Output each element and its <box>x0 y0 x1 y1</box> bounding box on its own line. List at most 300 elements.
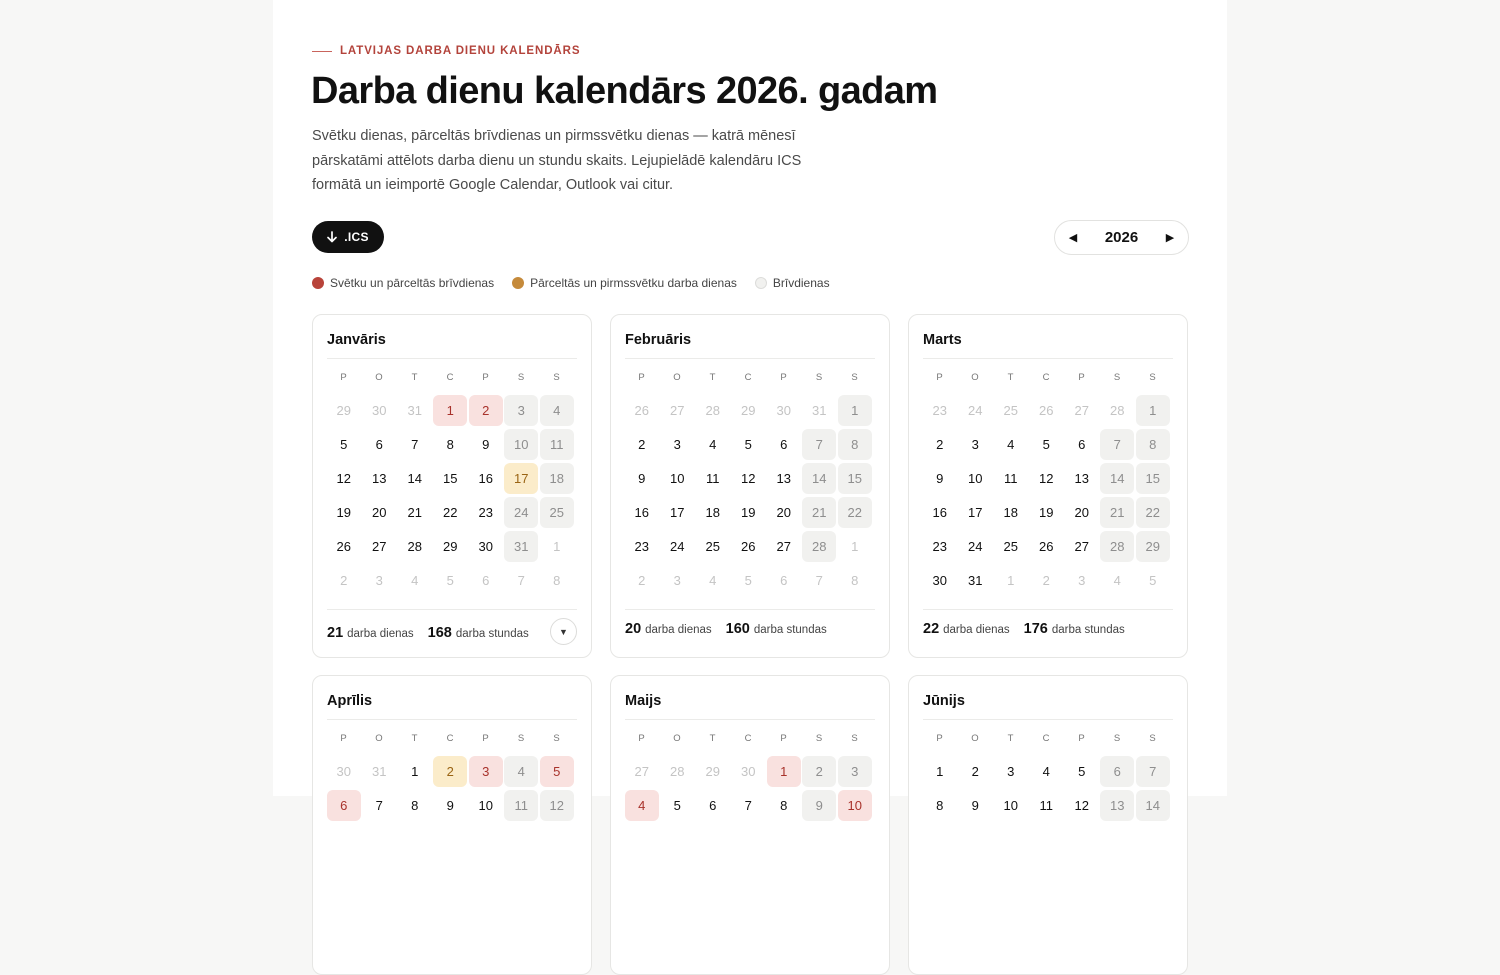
day-number: 19 <box>741 504 756 520</box>
day-cell <box>1100 529 1136 563</box>
day-number: 4 <box>1042 763 1050 779</box>
day-number: 2 <box>433 756 467 787</box>
day-number: 7 <box>815 572 823 588</box>
day-cell <box>1135 788 1171 822</box>
day-number: 15 <box>443 470 458 486</box>
day-cell <box>731 788 767 822</box>
holiday-dot-icon <box>312 277 324 289</box>
day-cell <box>958 563 994 597</box>
month-title: Janvāris <box>327 332 386 348</box>
weekday-label: O <box>971 372 980 383</box>
day-cell <box>958 427 994 461</box>
day-cell <box>1029 393 1065 427</box>
weekday-label: O <box>971 733 980 744</box>
day-number: 26 <box>1039 538 1054 554</box>
day-cell <box>1100 461 1136 495</box>
day-number: 5 <box>744 436 752 452</box>
day-number: 15 <box>1136 463 1170 494</box>
day-cell <box>660 427 696 461</box>
day-cell <box>468 393 504 427</box>
day-cell <box>1029 461 1065 495</box>
day-number: 13 <box>1074 470 1089 486</box>
day-cell <box>504 427 540 461</box>
day-number: 27 <box>670 402 685 418</box>
day-number: 5 <box>1042 436 1050 452</box>
day-number: 8 <box>1136 429 1170 460</box>
day-cell <box>922 788 958 822</box>
work-hours-count: 168 <box>427 625 452 641</box>
weekday-label: P <box>936 372 944 383</box>
day-number: 13 <box>372 470 387 486</box>
weekday-label: S <box>1113 372 1121 383</box>
weekday-header <box>922 372 1171 383</box>
work-hours-count: 160 <box>725 621 750 637</box>
day-number: 30 <box>372 402 387 418</box>
day-number: 20 <box>372 504 387 520</box>
day-number: 13 <box>1100 790 1134 821</box>
day-number: 4 <box>709 572 717 588</box>
day-number: 4 <box>625 790 659 821</box>
day-cell <box>922 393 958 427</box>
weekday-label: P <box>780 733 788 744</box>
work-days-label: darba dienas <box>645 624 712 636</box>
day-cell <box>326 461 362 495</box>
month-divider <box>327 358 577 359</box>
day-cell <box>397 393 433 427</box>
day-cell <box>837 393 873 427</box>
legend-label: Pārceltās un pirmssvētku darba dienas <box>530 276 737 290</box>
day-cell <box>660 754 696 788</box>
day-cell <box>504 563 540 597</box>
day-grid <box>624 393 873 597</box>
day-cell <box>993 495 1029 529</box>
weekday-label: S <box>851 372 859 383</box>
day-cell <box>504 529 540 563</box>
month-title: Jūnijs <box>923 693 965 709</box>
day-number: 8 <box>780 797 788 813</box>
day-number: 18 <box>540 463 574 494</box>
month-divider <box>327 719 577 720</box>
day-cell <box>468 461 504 495</box>
day-number: 26 <box>336 538 351 554</box>
day-cell <box>1100 495 1136 529</box>
day-number: 30 <box>478 538 493 554</box>
day-cell <box>1029 529 1065 563</box>
day-cell <box>504 461 540 495</box>
day-cell <box>624 461 660 495</box>
weekday-label: C <box>1042 372 1050 383</box>
day-cell <box>837 427 873 461</box>
day-cell <box>1029 754 1065 788</box>
legend-item-shortened <box>512 276 737 290</box>
day-number: 12 <box>741 470 756 486</box>
day-cell <box>397 754 433 788</box>
day-cell <box>695 495 731 529</box>
day-cell <box>468 529 504 563</box>
day-cell <box>958 754 994 788</box>
day-number: 23 <box>932 402 947 418</box>
day-number: 29 <box>336 402 351 418</box>
day-cell <box>433 788 469 822</box>
day-number: 16 <box>932 504 947 520</box>
day-cell <box>1029 563 1065 597</box>
day-cell <box>802 495 838 529</box>
day-cell <box>766 427 802 461</box>
day-number: 5 <box>1149 572 1157 588</box>
day-number: 26 <box>1039 402 1054 418</box>
work-days-label: darba dienas <box>943 624 1010 636</box>
day-number: 12 <box>336 470 351 486</box>
day-number: 1 <box>411 763 419 779</box>
day-grid <box>624 754 873 822</box>
day-cell <box>362 754 398 788</box>
day-cell <box>731 754 767 788</box>
day-number: 10 <box>670 470 685 486</box>
day-cell <box>539 788 575 822</box>
day-cell <box>802 393 838 427</box>
day-cell <box>695 393 731 427</box>
day-number: 7 <box>411 436 419 452</box>
day-number: 1 <box>433 395 467 426</box>
day-cell <box>958 393 994 427</box>
day-number: 24 <box>504 497 538 528</box>
day-cell <box>504 393 540 427</box>
day-number: 2 <box>1042 572 1050 588</box>
day-number: 30 <box>776 402 791 418</box>
month-card <box>908 675 1188 975</box>
day-cell <box>695 529 731 563</box>
day-number: 24 <box>670 538 685 554</box>
day-number: 26 <box>741 538 756 554</box>
day-cell <box>766 754 802 788</box>
chevron-down-icon[interactable]: ▼ <box>550 618 577 645</box>
day-cell <box>958 495 994 529</box>
day-grid <box>326 754 575 822</box>
day-cell <box>1064 563 1100 597</box>
day-cell <box>397 461 433 495</box>
day-cell <box>993 563 1029 597</box>
day-cell <box>1135 393 1171 427</box>
day-number: 11 <box>504 790 538 821</box>
day-number: 27 <box>634 763 649 779</box>
day-cell <box>433 461 469 495</box>
day-number: 27 <box>372 538 387 554</box>
day-cell <box>1064 427 1100 461</box>
day-cell <box>731 393 767 427</box>
day-cell <box>766 788 802 822</box>
day-number: 3 <box>1007 763 1015 779</box>
day-cell <box>397 563 433 597</box>
legend <box>312 276 848 290</box>
day-cell <box>695 461 731 495</box>
day-cell <box>326 495 362 529</box>
day-number: 10 <box>504 429 538 460</box>
day-number: 8 <box>838 429 872 460</box>
day-number: 7 <box>1100 429 1134 460</box>
day-cell <box>624 529 660 563</box>
day-cell <box>766 529 802 563</box>
day-cell <box>397 495 433 529</box>
day-cell <box>958 461 994 495</box>
day-number: 15 <box>838 463 872 494</box>
day-number: 2 <box>340 572 348 588</box>
day-number: 10 <box>838 790 872 821</box>
day-number: 17 <box>968 504 983 520</box>
day-number: 22 <box>443 504 458 520</box>
weekday-label: P <box>638 733 646 744</box>
day-cell <box>837 529 873 563</box>
day-number: 17 <box>670 504 685 520</box>
day-cell <box>504 788 540 822</box>
day-cell <box>1100 393 1136 427</box>
day-cell <box>802 563 838 597</box>
day-number: 25 <box>705 538 720 554</box>
day-number: 9 <box>482 436 490 452</box>
day-cell <box>397 788 433 822</box>
day-number: 5 <box>673 797 681 813</box>
day-number: 21 <box>407 504 422 520</box>
month-card <box>610 675 890 975</box>
day-grid <box>922 754 1171 822</box>
download-ics-button[interactable] <box>312 221 384 253</box>
day-number: 9 <box>638 470 646 486</box>
day-cell <box>1135 461 1171 495</box>
month-divider <box>923 358 1173 359</box>
day-number: 21 <box>802 497 836 528</box>
day-number: 12 <box>540 790 574 821</box>
day-cell <box>1064 461 1100 495</box>
day-number: 8 <box>553 572 561 588</box>
weekday-header <box>624 372 873 383</box>
day-number: 28 <box>705 402 720 418</box>
day-cell <box>362 393 398 427</box>
weekday-label: P <box>638 372 646 383</box>
day-number: 21 <box>1100 497 1134 528</box>
day-number: 8 <box>446 436 454 452</box>
day-cell <box>660 495 696 529</box>
day-number: 24 <box>968 402 983 418</box>
day-number: 1 <box>936 763 944 779</box>
day-number: 4 <box>1007 436 1015 452</box>
day-cell <box>1029 495 1065 529</box>
weekday-label: P <box>1078 372 1086 383</box>
day-cell <box>1064 529 1100 563</box>
day-number: 6 <box>1100 756 1134 787</box>
day-number: 28 <box>1110 402 1125 418</box>
weekday-label: S <box>1113 733 1121 744</box>
day-number: 11 <box>706 470 720 486</box>
month-divider <box>923 719 1173 720</box>
day-number: 7 <box>1136 756 1170 787</box>
intro-text: Svētku dienas, pārceltās brīvdienas un pirmssvētku dienas — katrā mēnesī pārskatāmi attēlots darba dienu un stundu skaits. Lejupielādē kalendāru ICS formātā un ieimportē Google Calendar, Outlook vai citur. <box>312 128 802 193</box>
day-cell <box>539 461 575 495</box>
day-number: 10 <box>968 470 983 486</box>
day-cell <box>468 495 504 529</box>
day-number: 19 <box>1039 504 1054 520</box>
day-cell <box>695 563 731 597</box>
weekday-label: T <box>411 733 418 744</box>
day-number: 5 <box>446 572 454 588</box>
day-number: 26 <box>634 402 649 418</box>
weekday-header <box>922 733 1171 744</box>
day-number: 3 <box>673 572 681 588</box>
day-cell <box>993 393 1029 427</box>
day-number: 5 <box>744 572 752 588</box>
page-title: Darba dienu kalendārs 2026. gadam <box>311 70 938 112</box>
day-number: 3 <box>504 395 538 426</box>
day-cell <box>504 495 540 529</box>
day-number: 27 <box>1074 402 1089 418</box>
day-cell <box>1135 563 1171 597</box>
day-cell <box>766 563 802 597</box>
footer-divider <box>923 609 1173 610</box>
day-number: 28 <box>670 763 685 779</box>
day-number: 4 <box>504 756 538 787</box>
day-cell <box>504 754 540 788</box>
weekday-label: C <box>744 733 752 744</box>
day-cell <box>326 563 362 597</box>
day-cell <box>731 563 767 597</box>
day-cell <box>837 461 873 495</box>
day-number: 8 <box>411 797 419 813</box>
day-cell <box>922 461 958 495</box>
day-cell <box>624 563 660 597</box>
day-cell <box>802 788 838 822</box>
month-stats <box>923 621 1125 637</box>
day-cell <box>539 393 575 427</box>
day-cell <box>993 529 1029 563</box>
work-days-count: 22 <box>923 621 940 637</box>
day-cell <box>624 754 660 788</box>
day-number: 6 <box>1078 436 1086 452</box>
day-number: 20 <box>1074 504 1089 520</box>
day-number: 20 <box>776 504 791 520</box>
day-number: 14 <box>802 463 836 494</box>
weekday-header <box>326 733 575 744</box>
year-switcher <box>1054 220 1189 255</box>
day-cell <box>624 393 660 427</box>
day-cell <box>993 754 1029 788</box>
day-number: 28 <box>1100 531 1134 562</box>
day-cell <box>1029 788 1065 822</box>
day-number: 11 <box>1039 797 1053 813</box>
day-cell <box>922 529 958 563</box>
day-number: 18 <box>705 504 720 520</box>
day-number: 17 <box>504 463 538 494</box>
weekday-label: P <box>936 733 944 744</box>
day-cell <box>326 393 362 427</box>
legend-label: Brīvdienas <box>772 276 830 290</box>
weekday-label: P <box>482 733 490 744</box>
day-number: 1 <box>1136 395 1170 426</box>
day-cell <box>468 427 504 461</box>
day-cell <box>468 754 504 788</box>
day-number: 30 <box>336 763 351 779</box>
day-number: 3 <box>673 436 681 452</box>
day-cell <box>433 563 469 597</box>
day-cell <box>539 427 575 461</box>
day-cell <box>766 393 802 427</box>
download-arrow-icon <box>327 231 337 243</box>
day-cell <box>695 754 731 788</box>
day-number: 22 <box>838 497 872 528</box>
day-number: 6 <box>482 572 490 588</box>
day-number: 23 <box>634 538 649 554</box>
weekday-label: O <box>673 372 682 383</box>
day-number: 4 <box>540 395 574 426</box>
weekday-label: O <box>375 372 384 383</box>
day-number: 6 <box>709 797 717 813</box>
day-cell <box>993 427 1029 461</box>
month-card <box>312 675 592 975</box>
eyebrow <box>312 45 580 57</box>
weekday-label: O <box>673 733 682 744</box>
day-cell <box>539 754 575 788</box>
day-number: 14 <box>407 470 422 486</box>
day-number: 27 <box>1074 538 1089 554</box>
month-divider <box>625 358 875 359</box>
next-year-icon[interactable]: ▶ <box>1165 232 1175 244</box>
work-days-label: darba dienas <box>347 628 414 640</box>
day-cell <box>624 427 660 461</box>
day-cell <box>766 461 802 495</box>
day-number: 10 <box>478 797 493 813</box>
day-number: 30 <box>932 572 947 588</box>
weekday-label: P <box>482 372 490 383</box>
day-cell <box>1100 427 1136 461</box>
month-card <box>312 314 592 658</box>
day-number: 4 <box>1113 572 1121 588</box>
day-cell <box>731 529 767 563</box>
weekday-label: P <box>1078 733 1086 744</box>
weekday-label: P <box>340 733 348 744</box>
weekday-label: T <box>1007 372 1014 383</box>
work-days-count: 20 <box>625 621 642 637</box>
eyebrow-text: LATVIJAS DARBA DIENU KALENDĀRS <box>340 45 581 57</box>
day-number: 12 <box>1074 797 1089 813</box>
day-number: 28 <box>407 538 422 554</box>
day-cell <box>397 427 433 461</box>
day-cell <box>1135 495 1171 529</box>
day-cell <box>837 563 873 597</box>
day-number: 1 <box>767 756 801 787</box>
day-grid <box>326 393 575 597</box>
weekday-label: C <box>1042 733 1050 744</box>
day-cell <box>1064 495 1100 529</box>
day-number: 7 <box>375 797 383 813</box>
day-cell <box>766 495 802 529</box>
day-number: 6 <box>780 572 788 588</box>
day-cell <box>1064 754 1100 788</box>
day-number: 3 <box>375 572 383 588</box>
day-cell <box>468 788 504 822</box>
shortened-day-dot-icon <box>512 277 524 289</box>
day-cell <box>802 754 838 788</box>
download-ics-label: .ICS <box>344 230 369 244</box>
day-number: 16 <box>634 504 649 520</box>
day-cell <box>539 529 575 563</box>
previous-year-icon[interactable]: ◀ <box>1068 232 1078 244</box>
day-cell <box>1100 563 1136 597</box>
day-cell <box>433 754 469 788</box>
day-number: 14 <box>1100 463 1134 494</box>
weekday-label: S <box>517 372 525 383</box>
weekday-label: O <box>375 733 384 744</box>
day-cell <box>433 495 469 529</box>
day-cell <box>958 788 994 822</box>
day-number: 2 <box>802 756 836 787</box>
weekday-label: T <box>709 733 716 744</box>
